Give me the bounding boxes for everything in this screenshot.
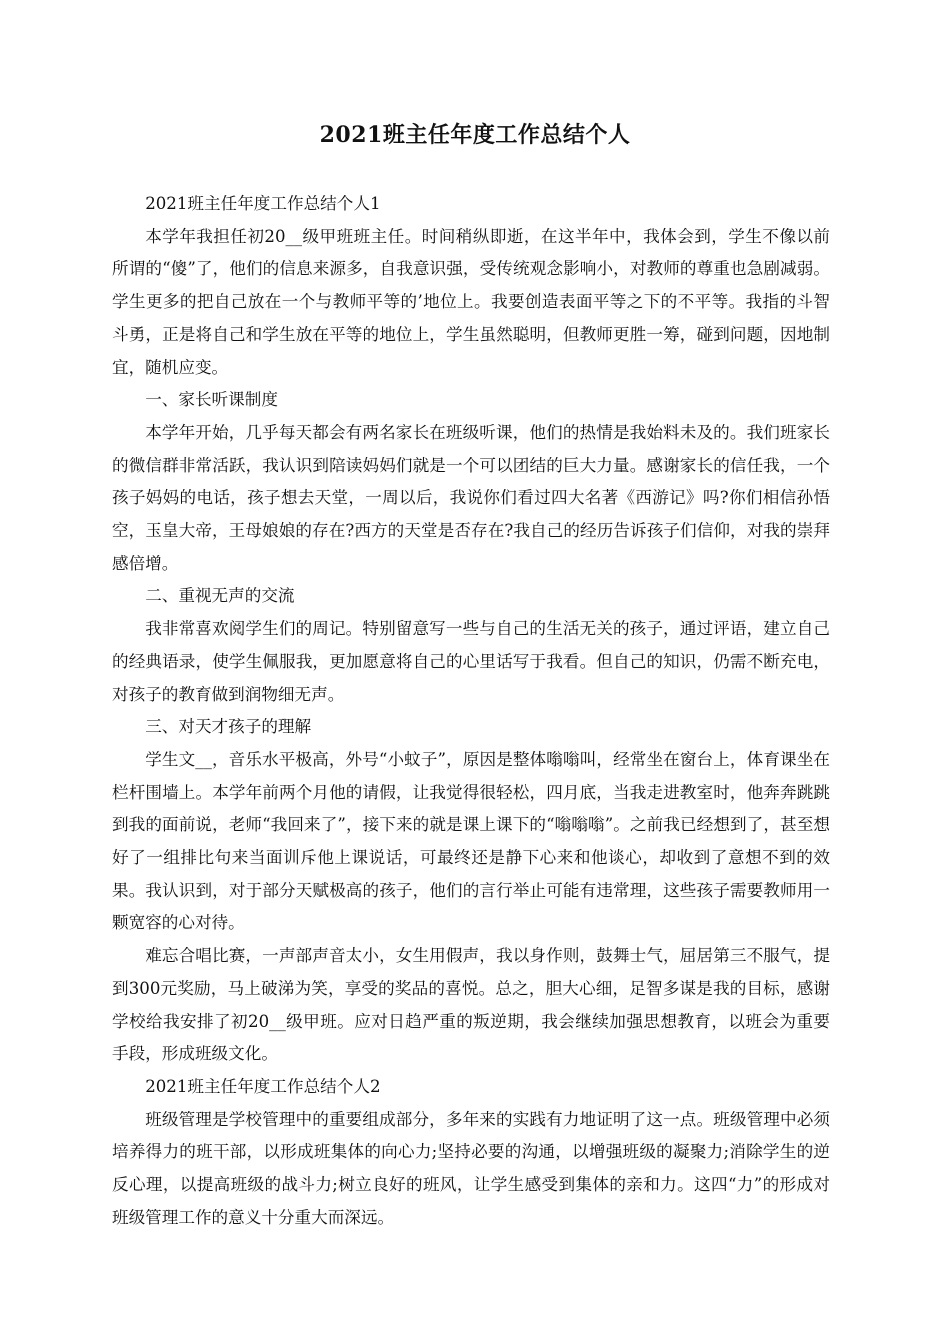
paragraph-choir-contest: 难忘合唱比赛，一声部声音太小，女生用假声，我以身作则，鼓舞士气，屈居第三不服气，提到300元奖励，马上破涕为笑，享受的奖品的喜悦。总之，胆大心细，足智多谋是我的目标，感谢学校给我安排了初20__级甲班。应对日趋严重的叛逆期，我会继续加强思想教育，以班会为重要手段，形成班级文化。 xyxy=(112,946,830,1064)
subheading-parent-auditing: 一、家长听课制度 xyxy=(145,390,278,410)
section-heading-1: 2021班主任年度工作总结个人1 xyxy=(145,194,381,213)
subheading-gifted-children: 三、对天才孩子的理解 xyxy=(145,717,312,737)
paragraph-intro: 本学年我担任初20__级甲班班主任。时间稍纵即逝，在这半年中，我体会到，学生不像以前所谓的“傻”了，他们的信息来源多，自我意识强，受传统观念影响小，对教师的尊重也急剧减弱。学生更多的把自己放在一个与教师平等的’地位上。我要创造表面平等之下的不平等。我指的斗智斗勇，正是将自己和学生放在平等的地位上，学生虽然聪明，但教师更胜一筹，碰到问题，因地制宜，随机应变。 xyxy=(112,226,830,377)
paragraph-gifted-children: 学生文__，音乐水平极高，外号“小蚊子”，原因是整体嗡嗡叫，经常坐在窗台上，体育课坐在栏杆围墙上。本学年前两个月他的请假，让我觉得很轻松，四月底，当我走进教室时，他奔奔跳跳到我的面前说，老师“我回来了”，接下来的就是课上课下的“嗡嗡嗡”。之前我已经想到了，甚至想好了一组排比句来当面训斥他上课说话，可最终还是静下心来和他谈心，却收到了意想不到的效果。我认识到，对于部分天赋极高的孩子，他们的言行举止可能有违常理，这些孩子需要教师用一颗宽容的心对待。 xyxy=(112,749,830,933)
section-heading-2: 2021班主任年度工作总结个人2 xyxy=(145,1076,381,1096)
paragraph-class-management: 班级管理是学校管理中的重要组成部分，多年来的实践有力地证明了这一点。班级管理中必须培养得力的班干部，以形成班集体的向心力;坚持必要的沟通，以增强班级的凝聚力;消除学生的逆反心理，以提高班级的战斗力;树立良好的班风，让学生感受到集体的亲和力。这四“力”的形成对班级管理工作的意义十分重大而深远。 xyxy=(112,1109,830,1227)
document-title: 2021班主任年度工作总结个人 xyxy=(319,122,631,148)
paragraph-silent-communication: 我非常喜欢阅学生们的周记。特别留意写一些与自己的生活无关的孩子，通过评语，建立自己的经典语录，使学生佩服我，更加愿意将自己的心里话写于我看。但自己的知识，仍需不断充电，对孩子的教育做到润物细无声。 xyxy=(112,619,830,704)
document-body xyxy=(112,188,830,1235)
paragraph-parent-auditing: 本学年开始，几乎每天都会有两名家长在班级听课，他们的热情是我始料未及的。我们班家长的微信群非常活跃，我认识到陪读妈妈们就是一个可以团结的巨大力量。感谢家长的信任我，一个孩子妈妈的电话，孩子想去天堂，一周以后，我说你们看过四大名著《西游记》吗?你们相信孙悟空，玉皇大帝，王母娘娘的存在?西方的天堂是否存在?我自己的经历告诉孩子们信仰，对我的崇拜感倍增。 xyxy=(112,422,830,573)
subheading-silent-communication: 二、重视无声的交流 xyxy=(145,586,295,606)
